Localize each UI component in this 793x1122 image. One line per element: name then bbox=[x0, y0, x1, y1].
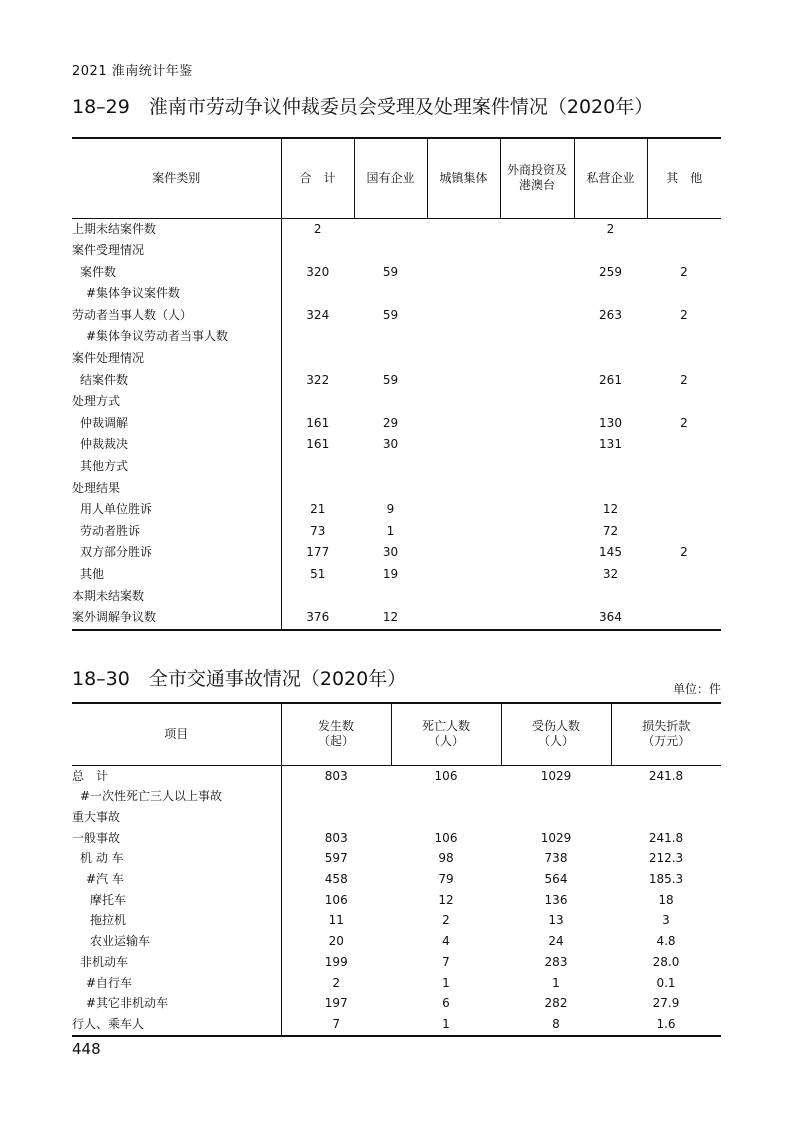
table1-column-header: 其 他 bbox=[647, 138, 721, 218]
cell-value bbox=[574, 391, 647, 413]
cell-value: 72 bbox=[602, 523, 619, 538]
cell-value: 6 bbox=[442, 996, 450, 1011]
cell-value bbox=[647, 499, 721, 521]
cell-value bbox=[611, 807, 721, 828]
cell-value: 1029 bbox=[540, 830, 572, 845]
cell-value bbox=[427, 262, 500, 284]
row-label: 劳动者胜诉 bbox=[72, 521, 281, 543]
row-label: 总 计 bbox=[72, 765, 281, 786]
table2-title: 18–30 全市交通事故情况（2020年） bbox=[72, 668, 407, 690]
cell-value: 7 bbox=[442, 954, 450, 969]
cell-value: 259 bbox=[599, 264, 622, 279]
cell-value bbox=[500, 542, 574, 564]
cell-value bbox=[647, 391, 721, 413]
cell-value: 8 bbox=[552, 1016, 560, 1031]
table1-column-header: 城镇集体 bbox=[427, 138, 500, 218]
traffic-accident-table bbox=[72, 702, 721, 1037]
cell-value: 212.3 bbox=[648, 851, 684, 866]
cell-value: 738 bbox=[544, 851, 568, 866]
table2-column-header: 死亡人数 （人） bbox=[391, 703, 501, 765]
row-label: 机 动 车 bbox=[72, 848, 281, 869]
cell-value bbox=[427, 607, 500, 630]
cell-value: 199 bbox=[324, 954, 348, 969]
row-label: 用人单位胜诉 bbox=[72, 499, 281, 521]
table-row bbox=[72, 765, 721, 786]
cell-value: 12 bbox=[602, 502, 619, 517]
cell-value bbox=[500, 521, 574, 543]
cell-value: 197 bbox=[324, 996, 348, 1011]
table1-title: 18–29 淮南市劳动争议仲裁委员会受理及处理案件情况（2020年） bbox=[72, 96, 654, 118]
cell-value bbox=[500, 434, 574, 456]
table-row bbox=[72, 786, 721, 807]
cell-value: 2 bbox=[332, 975, 341, 990]
table-row bbox=[72, 807, 721, 828]
cell-value bbox=[427, 586, 500, 608]
cell-value bbox=[354, 218, 427, 240]
cell-value bbox=[427, 391, 500, 413]
cell-value: 18 bbox=[658, 892, 674, 907]
cell-value bbox=[647, 607, 721, 630]
cell-value: 177 bbox=[306, 545, 330, 560]
cell-value bbox=[500, 283, 574, 305]
cell-value bbox=[281, 786, 391, 807]
cell-value bbox=[391, 807, 501, 828]
row-label: 本期未结案数 bbox=[72, 586, 281, 608]
cell-value bbox=[354, 240, 427, 262]
cell-value: 59 bbox=[382, 307, 399, 322]
table2-column-header: 项目 bbox=[72, 703, 281, 765]
cell-value: 20 bbox=[328, 934, 344, 949]
cell-value: 2 bbox=[606, 221, 615, 236]
row-label: 其他方式 bbox=[72, 456, 281, 478]
page-number: 448 bbox=[72, 1040, 101, 1058]
cell-value: 1 bbox=[442, 1016, 450, 1031]
cell-value bbox=[574, 326, 647, 348]
cell-value bbox=[501, 786, 611, 807]
table-row bbox=[72, 890, 721, 911]
table-row bbox=[72, 973, 721, 994]
row-label: 重大事故 bbox=[72, 807, 281, 828]
cell-value: 185.3 bbox=[648, 872, 684, 887]
row-label: 仲裁调解 bbox=[72, 413, 281, 435]
cell-value: 51 bbox=[310, 567, 326, 581]
row-label: 处理结果 bbox=[72, 478, 281, 500]
table-row bbox=[72, 326, 721, 348]
cell-value bbox=[281, 478, 354, 500]
cell-value: 2 bbox=[680, 372, 688, 387]
cell-value: 161 bbox=[306, 415, 330, 430]
cell-value bbox=[427, 305, 500, 327]
cell-value: 106 bbox=[434, 768, 458, 783]
cell-value: 145 bbox=[599, 545, 622, 560]
cell-value bbox=[574, 478, 647, 500]
row-label: #汽 车 bbox=[72, 869, 281, 890]
cell-value bbox=[574, 283, 647, 305]
cell-value: 98 bbox=[438, 851, 454, 866]
cell-value: 376 bbox=[306, 610, 330, 625]
table-row bbox=[72, 607, 721, 630]
cell-value: 241.8 bbox=[648, 830, 684, 845]
cell-value: 19 bbox=[382, 567, 399, 581]
cell-value: 322 bbox=[306, 372, 330, 387]
cell-value: 13 bbox=[548, 913, 564, 928]
row-label: 行人、乘车人 bbox=[72, 1014, 281, 1036]
cell-value bbox=[611, 786, 721, 807]
row-label: 上期未结案件数 bbox=[72, 218, 281, 240]
cell-value: 282 bbox=[544, 996, 568, 1011]
cell-value bbox=[354, 391, 427, 413]
cell-value bbox=[574, 240, 647, 262]
cell-value bbox=[427, 413, 500, 435]
cell-value: 27.9 bbox=[652, 996, 680, 1011]
cell-value: 2 bbox=[680, 264, 688, 279]
cell-value: 12 bbox=[382, 610, 399, 625]
cell-value bbox=[391, 786, 501, 807]
cell-value: 106 bbox=[434, 830, 458, 845]
row-label: 案件受理情况 bbox=[72, 240, 281, 262]
cell-value: 320 bbox=[306, 264, 330, 279]
cell-value: 261 bbox=[599, 372, 622, 387]
cell-value bbox=[647, 456, 721, 478]
cell-value bbox=[647, 218, 721, 240]
cell-value: 24 bbox=[548, 934, 564, 949]
cell-value: 4.8 bbox=[656, 934, 676, 949]
table-row bbox=[72, 262, 721, 284]
cell-value bbox=[427, 564, 500, 586]
cell-value: 30 bbox=[382, 545, 399, 560]
cell-value bbox=[500, 370, 574, 392]
cell-value bbox=[427, 240, 500, 262]
cell-value: 79 bbox=[438, 872, 454, 887]
cell-value: 564 bbox=[544, 872, 568, 887]
cell-value: 1.6 bbox=[656, 1016, 676, 1031]
cell-value bbox=[574, 456, 647, 478]
cell-value: 136 bbox=[544, 892, 568, 907]
cell-value: 28.0 bbox=[652, 954, 680, 969]
row-label: 仲裁裁决 bbox=[72, 434, 281, 456]
table-row bbox=[72, 993, 721, 1014]
table-row bbox=[72, 869, 721, 890]
cell-value: 131 bbox=[599, 437, 622, 452]
cell-value bbox=[427, 218, 500, 240]
table-row bbox=[72, 456, 721, 478]
table-row bbox=[72, 828, 721, 849]
row-label: 其他 bbox=[72, 564, 281, 586]
cell-value bbox=[647, 240, 721, 262]
cell-value: 2 bbox=[313, 221, 322, 236]
cell-value: 597 bbox=[324, 851, 348, 866]
table-row bbox=[72, 521, 721, 543]
table-row bbox=[72, 564, 721, 586]
table-row bbox=[72, 499, 721, 521]
cell-value bbox=[427, 542, 500, 564]
cell-value bbox=[427, 499, 500, 521]
cell-value bbox=[500, 456, 574, 478]
cell-value: 106 bbox=[324, 892, 348, 907]
table1-column-header: 外商投资及 港澳台 bbox=[500, 138, 574, 218]
cell-value bbox=[427, 478, 500, 500]
table2-column-header: 损失折款 （万元） bbox=[611, 703, 721, 765]
cell-value: 73 bbox=[310, 523, 326, 538]
cell-value bbox=[647, 326, 721, 348]
table2-column-header: 受伤人数 （人） bbox=[501, 703, 611, 765]
cell-value bbox=[647, 478, 721, 500]
cell-value bbox=[574, 586, 647, 608]
table2-header-row bbox=[72, 703, 721, 765]
cell-value bbox=[500, 564, 574, 586]
cell-value: 1029 bbox=[540, 768, 572, 783]
cell-value bbox=[500, 326, 574, 348]
cell-value bbox=[281, 391, 354, 413]
cell-value bbox=[647, 564, 721, 586]
table-row bbox=[72, 1014, 721, 1036]
cell-value: 4 bbox=[442, 934, 450, 949]
row-label: 案件处理情况 bbox=[72, 348, 281, 370]
labor-dispute-table bbox=[72, 137, 721, 631]
cell-value: 21 bbox=[310, 502, 326, 517]
table-row bbox=[72, 848, 721, 869]
row-label: 农业运输车 bbox=[72, 931, 281, 952]
table-row bbox=[72, 413, 721, 435]
cell-value bbox=[501, 807, 611, 828]
row-label: #自行车 bbox=[72, 973, 281, 994]
row-label: 结案件数 bbox=[72, 370, 281, 392]
cell-value: 241.8 bbox=[648, 768, 684, 783]
cell-value: 7 bbox=[332, 1016, 341, 1031]
cell-value: 458 bbox=[324, 872, 348, 887]
cell-value: 2 bbox=[680, 545, 688, 560]
row-label: 劳动者当事人数（人） bbox=[72, 305, 281, 327]
cell-value bbox=[281, 283, 354, 305]
cell-value: 1 bbox=[386, 523, 395, 538]
table1-column-header: 私营企业 bbox=[574, 138, 647, 218]
table-row bbox=[72, 542, 721, 564]
cell-value bbox=[281, 456, 354, 478]
table-row bbox=[72, 952, 721, 973]
cell-value bbox=[427, 326, 500, 348]
cell-value: 59 bbox=[382, 372, 399, 387]
row-label: 摩托车 bbox=[72, 890, 281, 911]
cell-value: 364 bbox=[599, 610, 622, 625]
table-row bbox=[72, 910, 721, 931]
table-row bbox=[72, 478, 721, 500]
table-row bbox=[72, 434, 721, 456]
cell-value bbox=[427, 283, 500, 305]
yearbook-header: 2021 淮南统计年鉴 bbox=[72, 64, 193, 79]
cell-value bbox=[281, 807, 391, 828]
cell-value: 803 bbox=[324, 768, 348, 783]
row-label: 非机动车 bbox=[72, 952, 281, 973]
cell-value bbox=[427, 348, 500, 370]
cell-value: 9 bbox=[386, 502, 395, 517]
cell-value: 263 bbox=[599, 307, 622, 322]
row-label: #一次性死亡三人以上事故 bbox=[72, 786, 281, 807]
cell-value bbox=[500, 586, 574, 608]
cell-value bbox=[647, 586, 721, 608]
table1-column-header: 合 计 bbox=[281, 138, 354, 218]
cell-value bbox=[500, 391, 574, 413]
cell-value: 1 bbox=[442, 975, 450, 990]
table1-column-header: 国有企业 bbox=[354, 138, 427, 218]
cell-value bbox=[500, 240, 574, 262]
cell-value bbox=[281, 240, 354, 262]
row-label: #其它非机动车 bbox=[72, 993, 281, 1014]
cell-value: 29 bbox=[382, 415, 399, 430]
cell-value bbox=[427, 521, 500, 543]
cell-value bbox=[427, 370, 500, 392]
table-row bbox=[72, 305, 721, 327]
cell-value: 3 bbox=[662, 913, 670, 928]
cell-value: 2 bbox=[442, 913, 450, 928]
cell-value: 0.1 bbox=[656, 975, 676, 990]
cell-value bbox=[647, 348, 721, 370]
row-label: #集体争议案件数 bbox=[72, 283, 281, 305]
cell-value bbox=[354, 586, 427, 608]
table-row bbox=[72, 391, 721, 413]
row-label: 处理方式 bbox=[72, 391, 281, 413]
cell-value bbox=[500, 413, 574, 435]
cell-value: 324 bbox=[306, 307, 330, 322]
table-row bbox=[72, 931, 721, 952]
cell-value bbox=[500, 218, 574, 240]
cell-value: 130 bbox=[599, 415, 622, 430]
table-row bbox=[72, 283, 721, 305]
cell-value: 2 bbox=[680, 307, 688, 322]
row-label: 案件数 bbox=[72, 262, 281, 284]
table-row bbox=[72, 348, 721, 370]
cell-value: 2 bbox=[680, 415, 688, 430]
row-label: #集体争议劳动者当事人数 bbox=[72, 326, 281, 348]
cell-value bbox=[647, 283, 721, 305]
table2-unit: 单位：件 bbox=[672, 682, 721, 696]
cell-value bbox=[500, 305, 574, 327]
cell-value bbox=[354, 478, 427, 500]
cell-value bbox=[427, 434, 500, 456]
table2-column-header: 发生数 （起） bbox=[281, 703, 391, 765]
cell-value bbox=[647, 434, 721, 456]
cell-value: 803 bbox=[324, 830, 348, 845]
cell-value bbox=[354, 348, 427, 370]
cell-value: 59 bbox=[382, 264, 399, 279]
table-row bbox=[72, 240, 721, 262]
table1-column-header: 案件类别 bbox=[72, 138, 281, 218]
row-label: 双方部分胜诉 bbox=[72, 542, 281, 564]
row-label: 案外调解争议数 bbox=[72, 607, 281, 630]
cell-value: 283 bbox=[544, 954, 568, 969]
cell-value bbox=[427, 456, 500, 478]
table-row bbox=[72, 218, 721, 240]
table1-header-row bbox=[72, 138, 721, 218]
cell-value: 11 bbox=[328, 913, 344, 928]
cell-value bbox=[574, 348, 647, 370]
cell-value bbox=[500, 262, 574, 284]
row-label: 拖拉机 bbox=[72, 910, 281, 931]
cell-value bbox=[500, 478, 574, 500]
table-row bbox=[72, 370, 721, 392]
cell-value bbox=[500, 607, 574, 630]
cell-value bbox=[281, 326, 354, 348]
row-label: 一般事故 bbox=[72, 828, 281, 849]
cell-value: 30 bbox=[382, 437, 399, 452]
cell-value bbox=[281, 586, 354, 608]
cell-value bbox=[500, 348, 574, 370]
cell-value: 161 bbox=[306, 437, 330, 452]
cell-value: 32 bbox=[602, 567, 619, 581]
cell-value: 1 bbox=[552, 975, 560, 990]
cell-value bbox=[354, 283, 427, 305]
cell-value: 12 bbox=[438, 892, 454, 907]
cell-value bbox=[354, 326, 427, 348]
table-row bbox=[72, 586, 721, 608]
cell-value bbox=[354, 456, 427, 478]
cell-value bbox=[647, 521, 721, 543]
cell-value bbox=[281, 348, 354, 370]
cell-value bbox=[500, 499, 574, 521]
